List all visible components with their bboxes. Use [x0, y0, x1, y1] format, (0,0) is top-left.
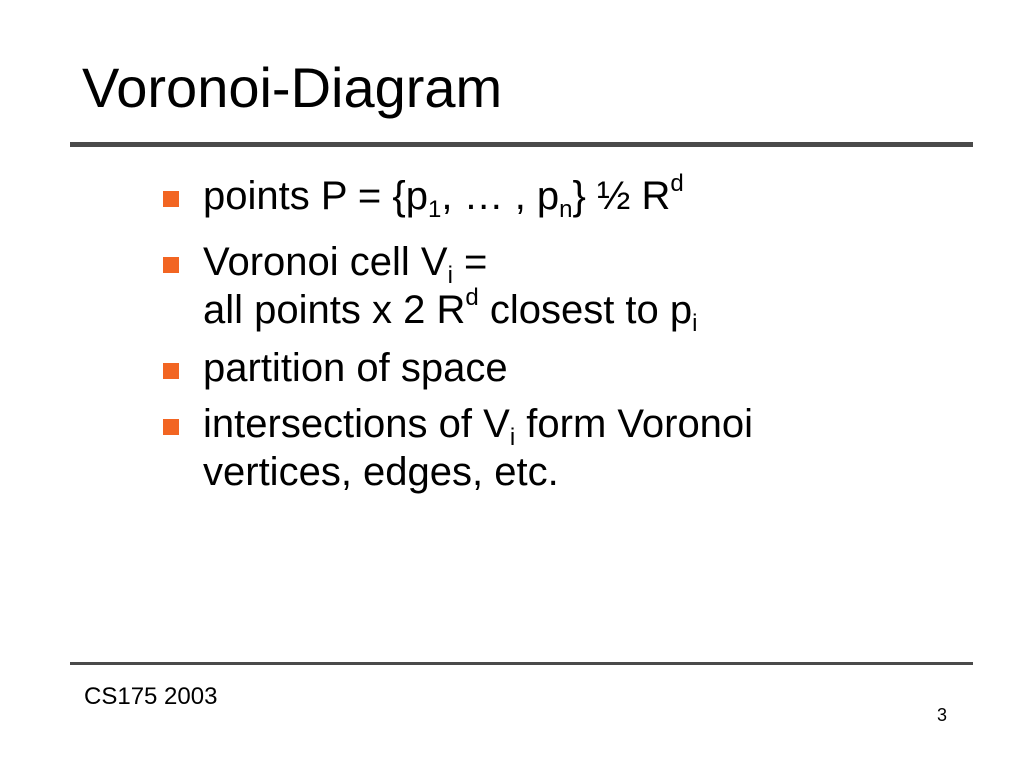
bullet-text: vertices, edges, etc. [203, 450, 559, 494]
bullet-line [203, 238, 983, 289]
bullet-voronoi-cell [163, 238, 983, 337]
footer-course: CS175 2003 [84, 683, 218, 710]
square-bullet-icon [163, 191, 179, 207]
bullet-text: intersections of V [203, 402, 510, 446]
bullet-text: points P = {p [203, 174, 428, 218]
bullet-line [203, 448, 983, 496]
subscript-text: i [509, 424, 516, 451]
bullet-line [203, 284, 983, 337]
square-bullet-icon [163, 257, 179, 273]
bullet-text: closest to p [478, 288, 693, 332]
subscript-text: n [559, 196, 573, 223]
bullet-list [163, 172, 983, 514]
superscript-text: d [465, 284, 479, 311]
subscript-text: i [447, 262, 453, 289]
title-divider [70, 142, 973, 147]
bullet-text: all points x 2 R [203, 288, 466, 332]
slide-title: Voronoi-Diagram [82, 56, 503, 119]
bullet-text: partition of space [203, 346, 508, 390]
subscript-text: 1 [428, 196, 442, 223]
bullet-line [203, 170, 983, 223]
footer-divider [70, 662, 973, 665]
page-number: 3 [937, 705, 948, 725]
bullet-text: = [452, 240, 488, 284]
bullet-line [203, 400, 983, 451]
subscript-text: i [692, 310, 698, 337]
bullet-points-set [163, 170, 983, 223]
bullet-text: } ½ R [572, 174, 671, 218]
square-bullet-icon [163, 419, 179, 435]
bullet-text: form Voronoi [515, 402, 754, 446]
bullet-line [203, 344, 983, 392]
bullet-text: , … , p [441, 174, 560, 218]
bullet-partition [163, 344, 983, 392]
superscript-text: d [670, 170, 684, 197]
square-bullet-icon [163, 363, 179, 379]
bullet-text: Voronoi cell V [203, 240, 448, 284]
bullet-intersections [163, 400, 983, 496]
